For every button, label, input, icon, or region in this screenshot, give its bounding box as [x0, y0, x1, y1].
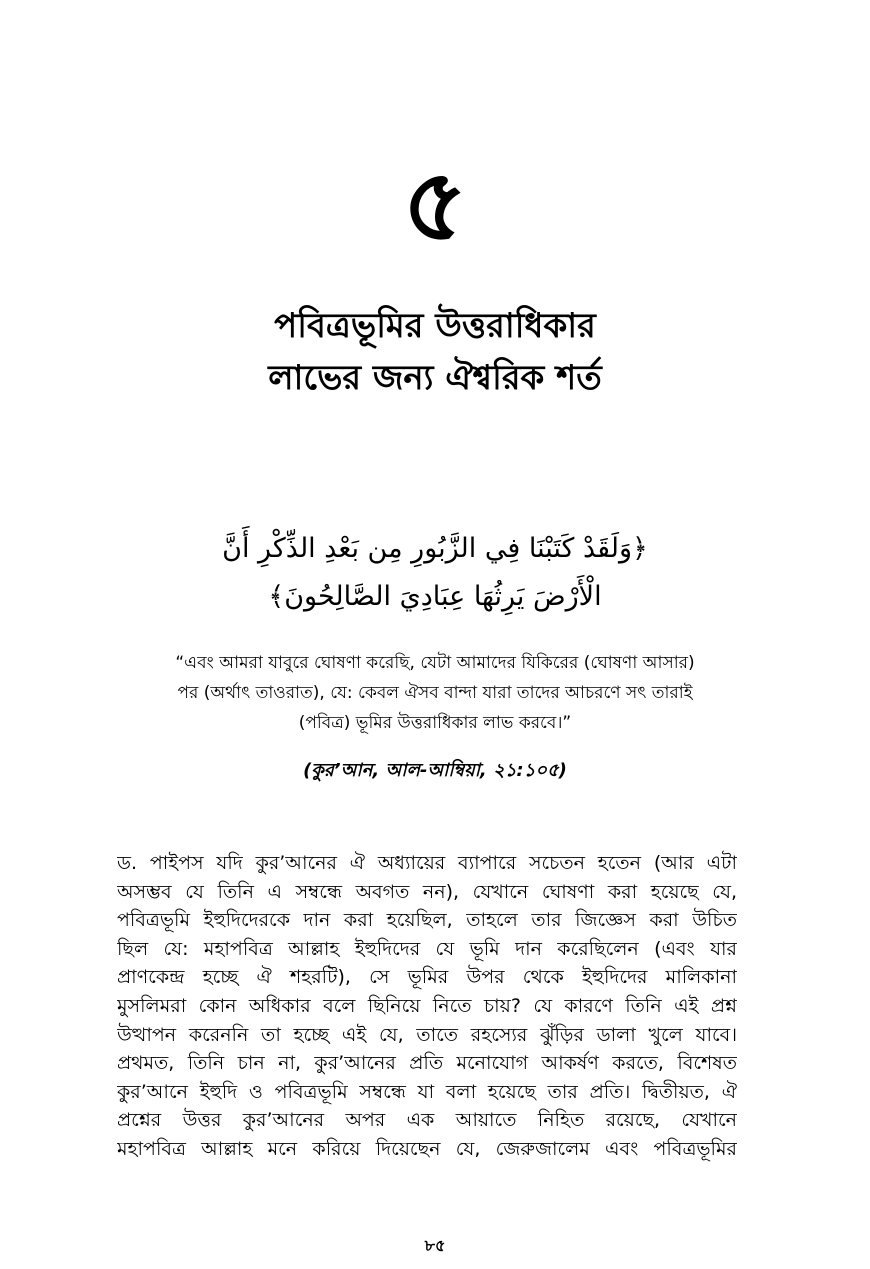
body-line: মুসলিমরা কোন অধিকার বলে ছিনিয়ে নিতে চায়? যে কারণে তিনি এই প্রশ্ন	[117, 994, 737, 1017]
body-line: ছিল যে: মহাপবিত্র আল্লাহ ইহুদিদের যে ভূমি দান করেছিলেন (এবং যার	[117, 937, 737, 960]
chapter-title	[0, 300, 870, 404]
chapter-number: ৫	[402, 146, 468, 263]
body-line: ড. পাইপস যদি কুর’আনের ঐ অধ্যায়ের ব্যাপারে সচেতন হতেন (আর এটা	[117, 852, 737, 874]
translation-line: পর (অর্থাৎ তাওরাত), যে: কেবল ঐসব বান্দা যারা তাদের আচরণে সৎ তারাই	[177, 683, 693, 703]
chapter-title-line: লাভের জন্য ঐশ্বরিক শর্ত	[268, 358, 602, 398]
verse-citation: (কুর’আন, আল-আম্বিয়া, ২১:১০৫)	[303, 760, 567, 781]
body-line: প্রথমত, তিনি চান না, কুর’আনের প্রতি মনোযোগ আকর্ষণ করতে, বিশেষত	[117, 1052, 737, 1075]
arabic-verse-line: الْأَرْضَ يَرِثُهَا عِبَادِيَ الصَّالِحُونَ﴾	[268, 581, 602, 612]
body-line: উত্থাপন করেননি তা হচ্ছে এই যে, তাতে রহস্যের ঝুঁড়ির ডালা খুলে যাবে।	[117, 1023, 737, 1046]
arabic-verse-line: ﴿وَلَقَدْ كَتَبْنَا فِي الزَّبُورِ مِن بَعْدِ الذِّكْرِ أَنَّ	[222, 533, 648, 564]
body-line: প্রাণকেন্দ্র হচ্ছে ঐ শহরটি), সে ভূমির উপর থেকে ইহুদিদের মালিকানা	[117, 966, 737, 989]
body-line: মহাপবিত্র আল্লাহ মনে করিয়ে দিয়েছেন যে, জেরুজালেম এবং পবিত্রভূমির	[117, 1137, 737, 1160]
body-line: পবিত্রভূমি ইহুদিদেরকে দান করা হয়েছিল, তাহলে তার জিজ্ঞেস করা উচিত	[117, 909, 737, 932]
chapter-title-line: পবিত্রভূমির উত্তরাধিকার	[274, 306, 596, 346]
body-line: প্রশ্নের উত্তর কুর’আনের অপর এক আয়াতে নিহিত রয়েছে, যেখানে	[117, 1109, 737, 1132]
body-line: অসম্ভব যে তিনি এ সম্বন্ধে অবগত নন), যেখানে ঘোষণা করা হয়েছে যে,	[117, 880, 737, 903]
translation-line: “এবং আমরা যাবুরে ঘোষণা করেছি, যেটা আমাদের যিকিরের (ঘোষণা আসার)	[175, 653, 695, 673]
translation-line: (পবিত্র) ভূমির উত্তরাধিকার লাভ করবে।”	[298, 713, 572, 733]
page-number: ৮৫	[424, 1236, 446, 1255]
arabic-verse	[120, 525, 750, 621]
body-paragraph	[117, 849, 737, 1164]
body-line: কুর’আনে ইহুদি ও পবিত্রভূমি সম্বন্ধে যা বলা হয়েছে তার প্রতি। দ্বিতীয়ত, ঐ	[117, 1080, 737, 1103]
verse-translation	[120, 648, 750, 738]
